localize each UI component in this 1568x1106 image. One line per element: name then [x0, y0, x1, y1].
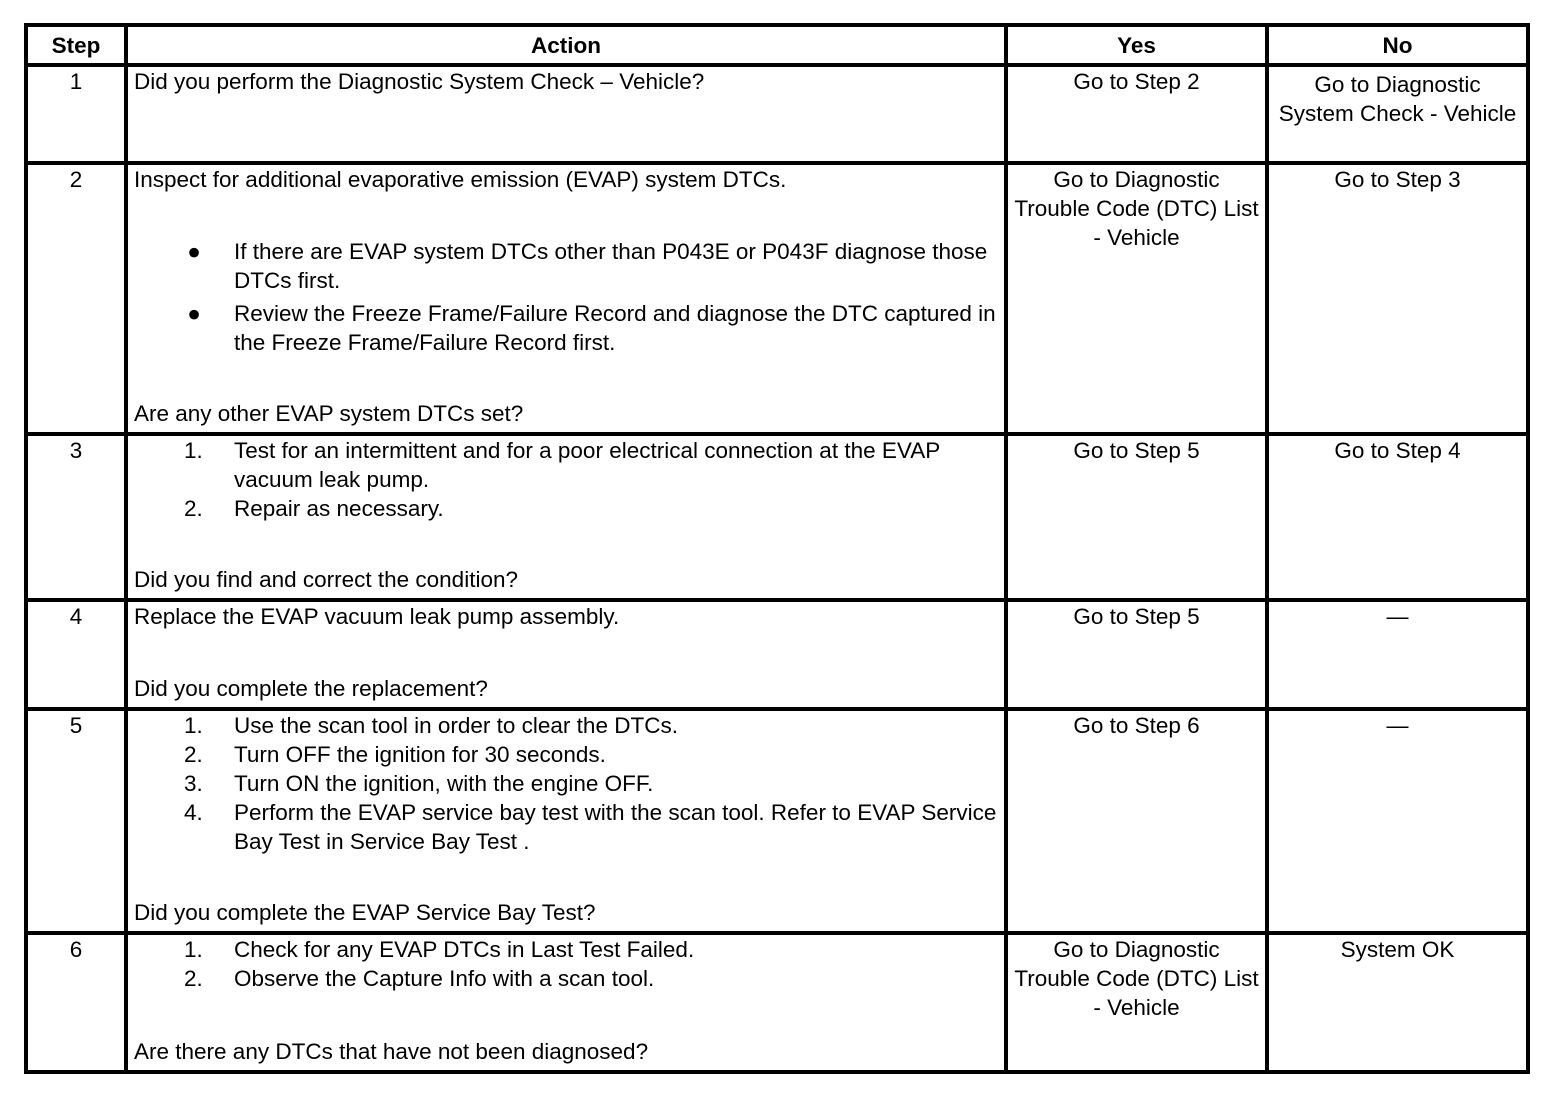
- list-item: 3. Turn ON the ignition, with the engine OFF.: [184, 771, 654, 796]
- action-cell: [126, 163, 1006, 434]
- yes-cell: Go to Diagnostic Trouble Code (DTC) List - Vehicle: [1006, 933, 1267, 1072]
- yes-cell: Go to Step 6: [1006, 709, 1267, 933]
- no-cell: [1267, 600, 1528, 709]
- step-number: 3: [26, 434, 126, 600]
- step-number: 6: [26, 933, 126, 1072]
- table-row: [26, 163, 1528, 434]
- action-text: Replace the EVAP vacuum leak pump assembly.: [134, 604, 620, 629]
- yes-cell: Go to Diagnostic Trouble Code (DTC) List - Vehicle: [1006, 163, 1267, 434]
- question-text: Did you complete the EVAP Service Bay Test?: [134, 900, 596, 925]
- table-row: [26, 933, 1528, 1072]
- no-value: —: [1386, 604, 1409, 629]
- no-cell: Go to Diagnostic System Check - Vehicle: [1267, 65, 1528, 163]
- list-item: 2. Repair as necessary.: [184, 496, 444, 521]
- list-item: 2. Turn OFF the ignition for 30 seconds.: [184, 742, 606, 767]
- list-item: 1. Check for any EVAP DTCs in Last Test Failed.: [184, 937, 695, 962]
- header-step: Step: [26, 25, 126, 65]
- list-item: ● Review the Freeze Frame/Failure Record and diagnose the DTC captured in the Freeze Frame/Failure Record first.: [187, 301, 996, 355]
- table-row: [26, 65, 1528, 163]
- question-text: Are any other EVAP system DTCs set?: [134, 401, 524, 426]
- header-no: No: [1267, 25, 1528, 65]
- list-item: ● If there are EVAP system DTCs other than P043E or P043F diagnose those DTCs first.: [187, 239, 988, 293]
- yes-cell: Go to Step 2: [1006, 65, 1267, 163]
- list-item: 2. Observe the Capture Info with a scan tool.: [184, 966, 655, 991]
- numbered-list: [134, 436, 998, 523]
- table-row: [26, 434, 1528, 600]
- no-value: —: [1386, 713, 1409, 738]
- question-text: Are there any DTCs that have not been diagnosed?: [134, 1039, 649, 1064]
- action-cell: [126, 65, 1006, 163]
- action-cell: [126, 600, 1006, 709]
- step-number: 1: [26, 65, 126, 163]
- header-row: [26, 25, 1528, 65]
- table-row: [26, 709, 1528, 933]
- table-row: [26, 600, 1528, 709]
- numbered-list: [134, 935, 998, 993]
- numbered-list: [134, 711, 998, 856]
- action-text: Did you perform the Diagnostic System Check – Vehicle?: [134, 69, 705, 94]
- header-yes: Yes: [1006, 25, 1267, 65]
- question-text: Did you find and correct the condition?: [134, 567, 518, 592]
- no-cell: [1267, 709, 1528, 933]
- bullet-list: [134, 237, 998, 357]
- header-action: Action: [126, 25, 1006, 65]
- step-number: 2: [26, 163, 126, 434]
- yes-cell: Go to Step 5: [1006, 600, 1267, 709]
- list-item: 4. Perform the EVAP service bay test with the scan tool. Refer to EVAP Service Bay Test in Service Bay Test .: [184, 800, 997, 854]
- no-cell: Go to Step 3: [1267, 163, 1528, 434]
- action-cell: [126, 933, 1006, 1072]
- action-text: Inspect for additional evaporative emission (EVAP) system DTCs.: [134, 167, 787, 192]
- step-number: 4: [26, 600, 126, 709]
- list-item: 1. Test for an intermittent and for a poor electrical connection at the EVAP vacuum leak pump.: [184, 438, 940, 492]
- yes-cell: Go to Step 5: [1006, 434, 1267, 600]
- action-cell: [126, 709, 1006, 933]
- no-cell: System OK: [1267, 933, 1528, 1072]
- step-number: 5: [26, 709, 126, 933]
- diagnostic-table: [24, 23, 1530, 1074]
- question-text: Did you complete the replacement?: [134, 676, 488, 701]
- action-cell: [126, 434, 1006, 600]
- no-cell: Go to Step 4: [1267, 434, 1528, 600]
- list-item: 1. Use the scan tool in order to clear the DTCs.: [184, 713, 678, 738]
